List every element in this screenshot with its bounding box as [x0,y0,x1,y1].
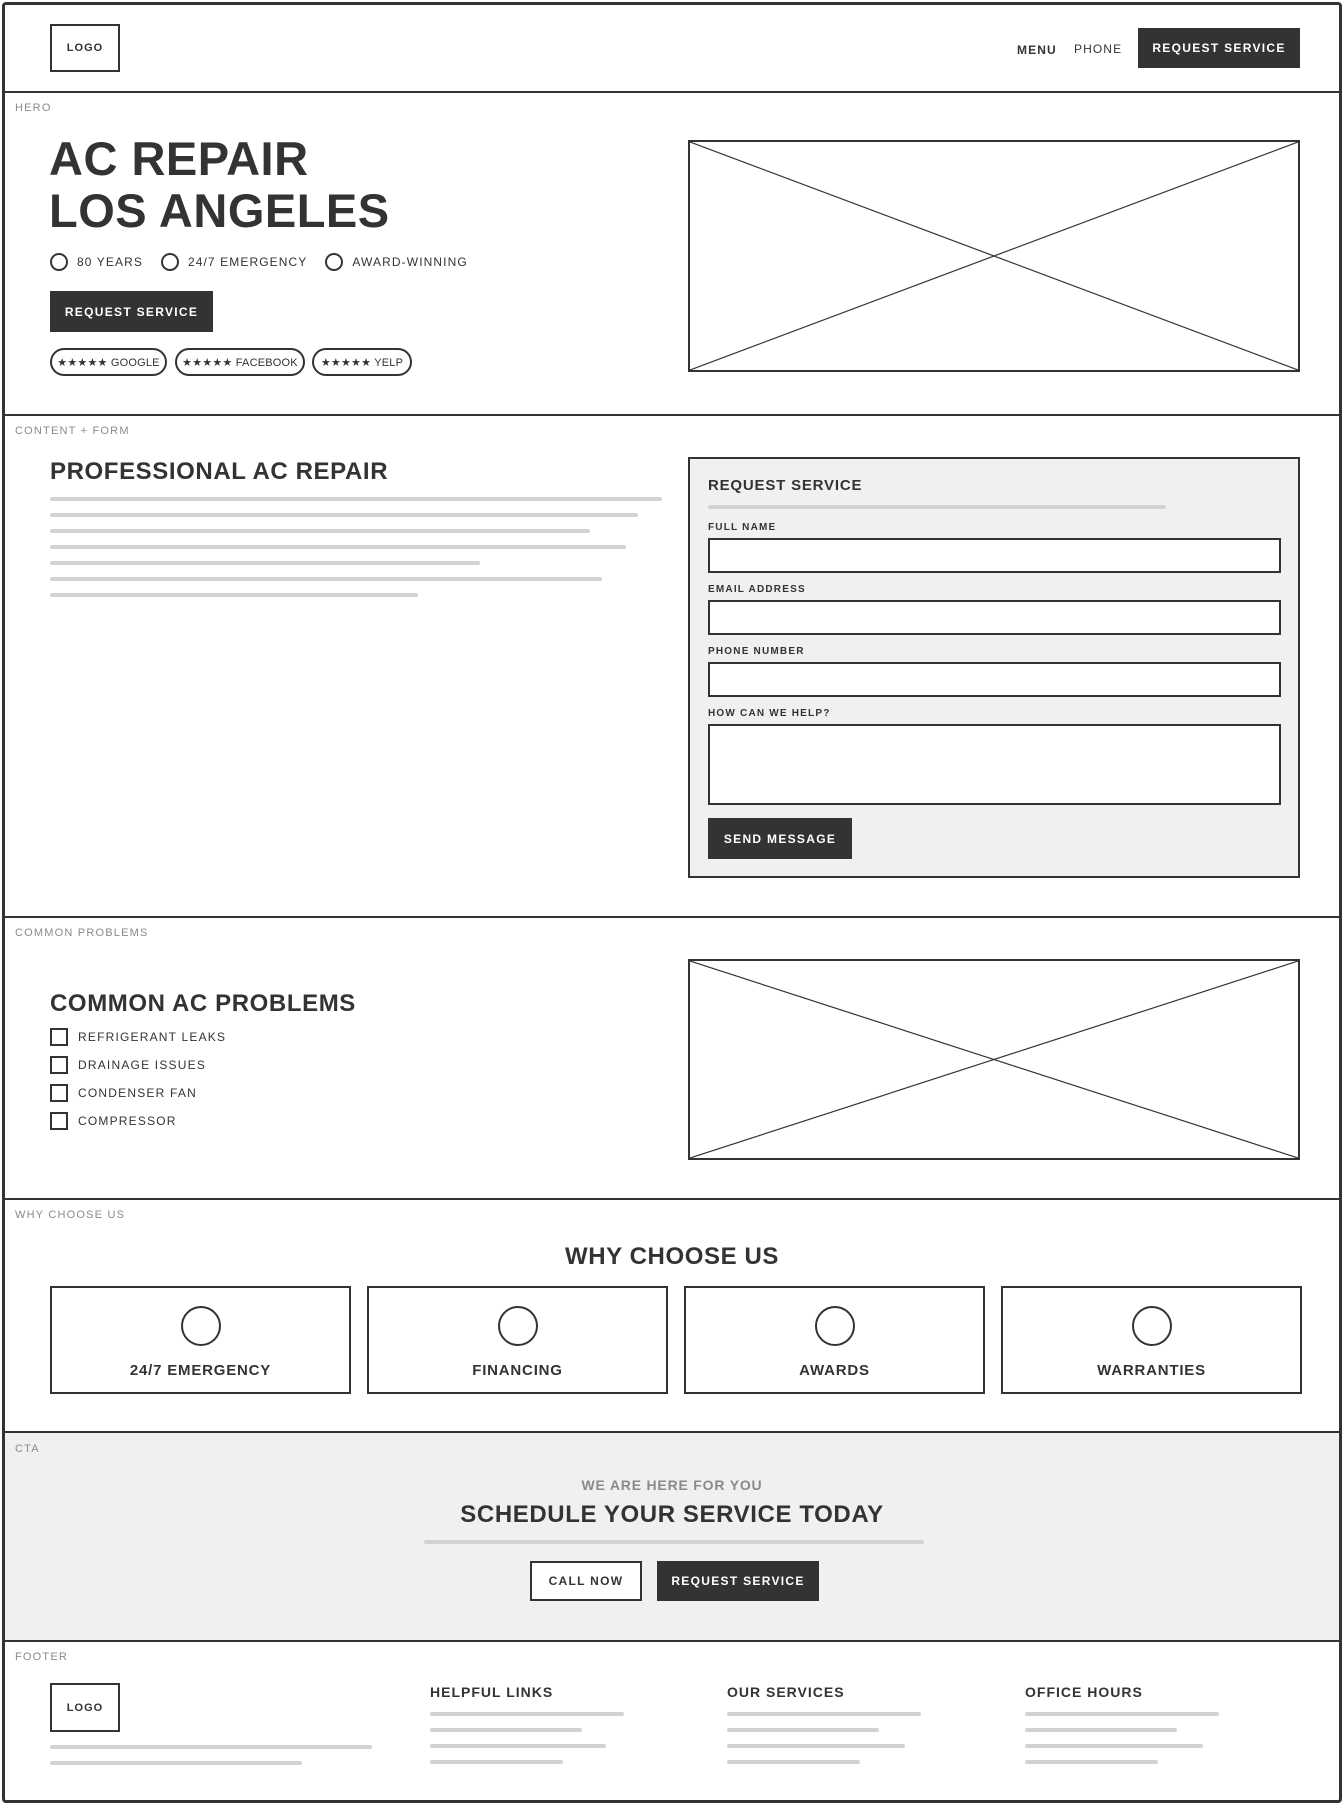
checkbox-icon [50,1056,68,1074]
text-line [50,593,418,597]
checkbox-icon [50,1084,68,1102]
problem-item-label: CONDENSER FAN [78,1086,197,1100]
footer-link-line[interactable] [430,1728,582,1732]
footer-logo-text: LOGO [66,1701,104,1714]
why-card-circle-icon [1132,1306,1172,1346]
email-label: EMAIL ADDRESS [708,584,806,595]
header-divider [5,91,1339,93]
full-name-input[interactable] [708,538,1281,573]
hero-badges [50,253,486,271]
footer-logo[interactable] [50,1683,120,1732]
cta-band [5,1433,1339,1640]
header-logo[interactable] [50,24,120,72]
text-line [50,529,590,533]
footer-office-hours-title: OFFICE HOURS [1025,1684,1143,1700]
footer-our-services-title: OUR SERVICES [727,1684,845,1700]
image-placeholder-icon [690,142,1298,370]
badge-circle-icon [325,253,343,271]
cta-subtitle-line [424,1540,924,1544]
hero-badge: 80 YEARS [77,255,143,269]
help-textarea[interactable] [708,724,1281,805]
footer-helpful-links-title: HELPFUL LINKS [430,1684,554,1700]
checkbox-icon [50,1028,68,1046]
problem-item [50,1112,177,1130]
problem-item-label: DRAINAGE ISSUES [78,1058,207,1072]
footer-link-line[interactable] [430,1744,606,1748]
problem-item [50,1084,197,1102]
hero-request-service-button[interactable]: REQUEST SERVICE [50,291,213,332]
content-title: PROFESSIONAL AC REPAIR [50,458,389,485]
why-section-label: WHY CHOOSE US [15,1209,126,1221]
footer-link-line[interactable] [430,1712,624,1716]
footer-text-line [1025,1760,1158,1764]
review-pill-google[interactable]: ★★★★★ GOOGLE [50,348,167,376]
nav-phone-link[interactable]: PHONE [1074,42,1123,56]
form-title: REQUEST SERVICE [708,477,863,494]
footer-text-line [1025,1744,1203,1748]
footer-text-line [50,1745,372,1749]
problems-divider [5,1198,1339,1200]
cta-title: SCHEDULE YOUR SERVICE TODAY [460,1501,884,1528]
problems-image-placeholder [688,959,1300,1160]
footer-text-line [1025,1728,1177,1732]
hero-image-placeholder [688,140,1300,372]
content-divider [5,916,1339,918]
footer-link-line[interactable] [430,1760,563,1764]
footer-text-line [50,1761,302,1765]
problem-item-label: REFRIGERANT LEAKS [78,1030,227,1044]
why-card-awards [684,1286,985,1394]
why-card-warranties [1001,1286,1302,1394]
cta-eyebrow: WE ARE HERE FOR YOU [581,1477,763,1493]
why-title: WHY CHOOSE US [564,1243,780,1270]
hero-badge: AWARD-WINNING [352,255,468,269]
checkbox-icon [50,1112,68,1130]
problems-title: COMMON AC PROBLEMS [50,990,356,1017]
phone-label: PHONE NUMBER [708,646,805,657]
cta-request-service-button[interactable]: REQUEST SERVICE [657,1561,819,1601]
footer-link-line[interactable] [727,1728,879,1732]
footer-text-line [1025,1712,1219,1716]
text-line [50,513,638,517]
why-card-circle-icon [498,1306,538,1346]
header-logo-text: LOGO [66,42,104,54]
problem-item [50,1056,206,1074]
problems-section-label: COMMON PROBLEMS [15,927,149,939]
form-subtitle-line [708,505,1166,509]
phone-input[interactable] [708,662,1281,697]
problem-item-label: COMPRESSOR [78,1114,177,1128]
send-message-button[interactable]: SEND MESSAGE [708,818,852,859]
badge-circle-icon [50,253,68,271]
footer-section-label: FOOTER [15,1651,69,1663]
why-card-label: AWARDS [799,1362,870,1379]
text-line [50,577,602,581]
problem-item [50,1028,226,1046]
text-line [50,561,480,565]
why-card-financing [367,1286,668,1394]
why-card-label: FINANCING [472,1362,563,1379]
hero-title-line1: AC REPAIR [49,132,309,185]
footer-link-line[interactable] [727,1760,860,1764]
call-now-button[interactable]: CALL NOW [530,1561,642,1601]
help-label: HOW CAN WE HELP? [708,708,831,719]
hero-section-label: HERO [15,102,52,114]
content-section-label: CONTENT + FORM [15,425,130,437]
image-placeholder-icon [690,961,1298,1158]
text-line [50,497,662,501]
hero-badge: 24/7 EMERGENCY [187,255,308,269]
cta-divider [5,1640,1339,1642]
hero-divider [5,414,1339,416]
cta-section-label: CTA [15,1443,40,1455]
text-line [50,545,626,549]
header-request-service-button[interactable]: REQUEST SERVICE [1138,28,1300,68]
footer-link-line[interactable] [727,1744,905,1748]
hero-title [49,133,390,237]
why-card-label: WARRANTIES [1097,1362,1206,1379]
badge-circle-icon [161,253,179,271]
review-pill-yelp[interactable]: ★★★★★ YELP [312,348,412,376]
why-card-circle-icon [815,1306,855,1346]
nav-menu-link[interactable]: MENU [1017,43,1057,57]
review-pill-facebook[interactable]: ★★★★★ FACEBOOK [175,348,305,376]
full-name-label: FULL NAME [708,522,777,533]
page-frame [2,2,1342,1803]
why-card-label: 24/7 EMERGENCY [129,1362,272,1379]
why-card-emergency [50,1286,351,1394]
email-input[interactable] [708,600,1281,635]
footer-link-line[interactable] [727,1712,921,1716]
why-card-circle-icon [181,1306,221,1346]
hero-title-line2: LOS ANGELES [49,184,390,237]
